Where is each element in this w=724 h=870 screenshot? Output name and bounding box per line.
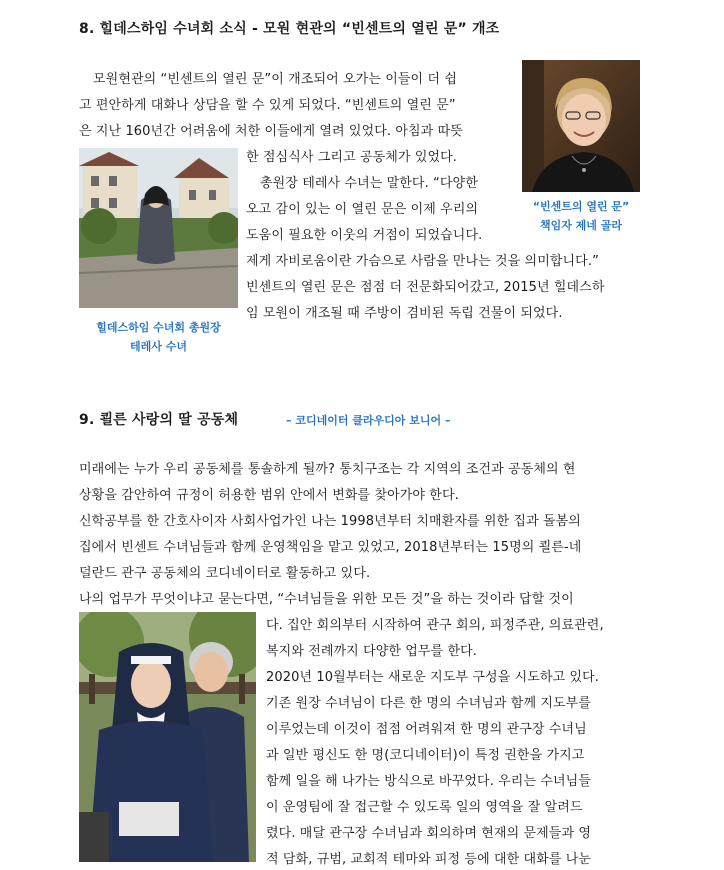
portrait-caption-line-2: 책임자 제네 골라 [539, 219, 623, 232]
s8-line-6: 오고 감이 있는 이 열린 문은 이제 우리의 [246, 202, 479, 217]
s8-line-9: 빈센트의 열린 문은 점점 더 전문화되어갔고, 2015년 힐데스하 [246, 280, 605, 295]
s8-line-10: 임 모원이 개조될 때 주방이 겸비된 독립 건물이 되었다. [246, 306, 563, 321]
portrait-caption [516, 197, 646, 235]
s8-line-3: 은 지난 160년간 어려움에 처한 이들에게 열려 있었다. 아침과 따뜻 [79, 124, 463, 139]
section-9-heading: 9. 쾰른 사랑의 딸 공동체 [79, 412, 239, 428]
s9-line-1: 미래에는 누가 우리 공동체를 통솔하게 될까? 통치구조는 각 지역의 조건과 공동체의 현 [79, 462, 576, 477]
nun-building-photo [79, 148, 238, 308]
s8-line-7: 도움이 필요한 이웃의 거점이 되었습니다. [246, 228, 483, 243]
section-8-heading: 8. 힐데스하임 수녀회 소식 - 모원 현관의 “빈센트의 열린 문” 개조 [79, 21, 500, 37]
s8-line-2: 고 편안하게 대화나 상담을 할 수 있게 되었다. “빈센트의 열린 문” [79, 98, 456, 113]
s9-line-9: 2020년 10월부터는 새로운 지도부 구성을 시도하고 있다. [266, 670, 600, 685]
two-women-photo [79, 612, 256, 862]
s9-line-16: 적 담화, 규범, 교회적 테마와 피정 등에 대한 대화를 나눈 [266, 852, 592, 867]
s8-line-8: 제게 자비로움이란 가슴으로 사람을 만나는 것을 의미합니다.” [246, 254, 599, 269]
s9-line-6: 나의 업무가 무엇이냐고 묻는다면, “수녀님들을 위한 모든 것”을 하는 것이라 답할 것이 [79, 592, 574, 607]
s9-line-10: 기존 원장 수녀님이 다른 한 명의 수녀님과 함께 지도부를 [266, 696, 591, 711]
s8-line-5: 총원장 테레사 수녀는 말한다. “다양한 [260, 176, 478, 191]
nun-building-caption-line-1: 힐데스하임 수녀회 총원장 [96, 321, 221, 334]
nun-building-caption-line-2: 테레사 수녀 [130, 340, 187, 353]
s9-line-11: 이루었는데 이것이 점점 어려워져 한 명의 관구장 수녀님 [266, 722, 587, 737]
portrait-photo [522, 60, 640, 192]
s9-line-4: 집에서 빈센트 수녀님들과 함께 운영책임을 맡고 있었고, 2018년부터는 15명의 쾰른-네 [79, 540, 582, 555]
section-9-byline: – 코디네이터 클라우디아 보니어 – [286, 414, 451, 427]
s9-line-15: 렸다. 매달 관구장 수녀님과 회의하며 현재의 문제들과 영 [266, 826, 591, 841]
s9-line-14: 이 운영팀에 잘 접근할 수 있도록 일의 영역을 잘 알려드 [266, 800, 583, 815]
s9-line-7: 다. 집안 회의부터 시작하여 관구 회의, 피정주관, 의료관련, [266, 618, 604, 633]
s8-line-1: 모원현관의 “빈센트의 열린 문”이 개조되어 오가는 이들이 더 쉽 [93, 72, 457, 87]
s9-line-5: 덜란드 관구 공동체의 코디네이터로 활동하고 있다. [79, 566, 371, 581]
portrait-caption-line-1: “빈센트의 열린 문” [532, 200, 630, 213]
s9-line-13: 함께 일을 해 나가는 방식으로 바꾸었다. 우리는 수녀님들 [266, 774, 591, 789]
nun-building-caption [79, 318, 238, 356]
s9-line-3: 신학공부를 한 간호사이자 사회사업가인 나는 1998년부터 치매환자를 위한 집과 돌봄의 [79, 514, 581, 529]
s9-line-2: 상황을 감안하여 규정이 허용한 범위 안에서 변화를 찾아가야 한다. [79, 488, 459, 503]
s9-line-12: 과 일반 평신도 한 명(코디네이터)이 특정 권한을 가지고 [266, 748, 585, 763]
s9-line-8: 복지와 전례까지 다양한 업무를 한다. [266, 644, 478, 659]
s8-line-4: 한 점심식사 그리고 공동체가 있었다. [246, 150, 458, 165]
